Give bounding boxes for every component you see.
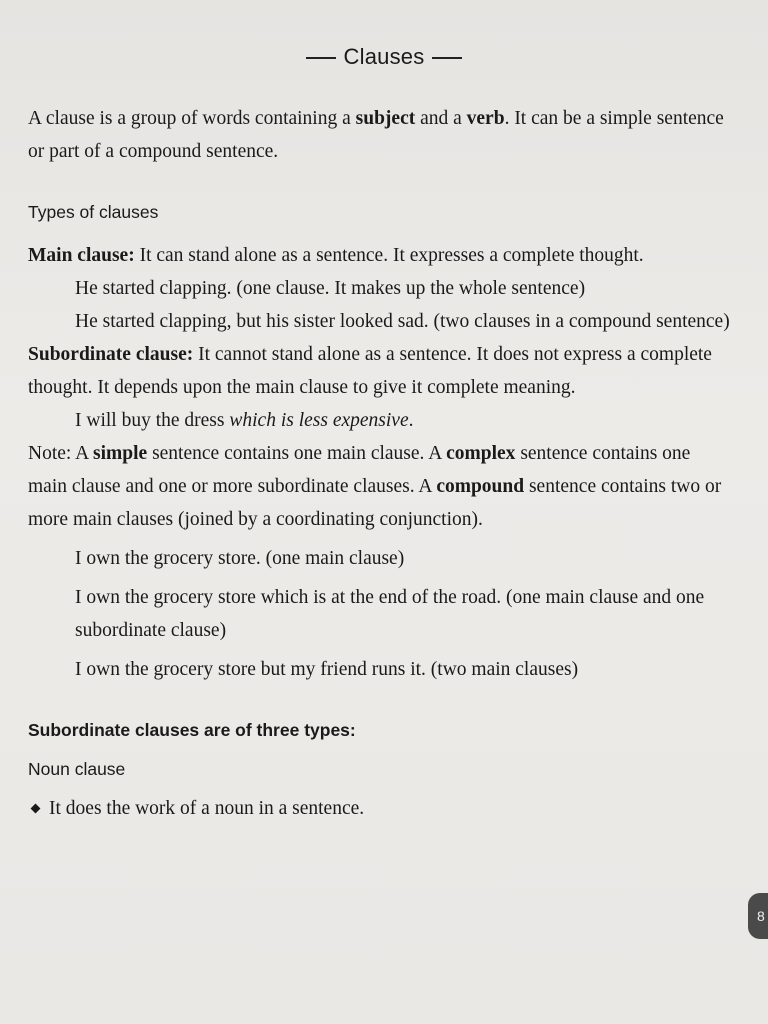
- intro-text-2: and a: [415, 108, 467, 129]
- page-title: [0, 44, 768, 70]
- noun-clause-heading: Noun clause: [28, 759, 126, 779]
- page-content: [28, 102, 733, 825]
- intro-text-1: A clause is a group of words containing a: [28, 108, 356, 129]
- example-italic: which is less expensive: [229, 410, 409, 431]
- subordinate-clause-label: Subordinate clause:: [28, 344, 194, 365]
- note-text-4: sentence contains two or more main clauses (joined by a coordinating conjunction).: [28, 476, 722, 530]
- noun-clause-bullet-item: [28, 792, 733, 825]
- page-number: 8: [757, 908, 765, 924]
- main-clause-example-2: He started clapping, but his sister looked sad. (two clauses in a compound sentence): [75, 311, 730, 332]
- note-text-2: sentence contains one main clause. A: [147, 443, 447, 464]
- note-example-2: I own the grocery store which is at the end of the road. (one main clause and one subordinate clause): [75, 587, 705, 641]
- page-number-tab: [748, 893, 768, 939]
- term-complex: complex: [446, 443, 516, 464]
- title-dash-left: [306, 57, 336, 59]
- main-clause-example-1: He started clapping. (one clause. It makes up the whole sentence): [75, 278, 586, 299]
- main-clause-text: It can stand alone as a sentence. It expresses a complete thought.: [134, 245, 644, 266]
- main-clause-definition: [28, 239, 733, 272]
- intro-paragraph: [28, 102, 733, 168]
- example-start: I will buy the dress: [75, 410, 230, 431]
- intro-text-3: . It can be a simple sentence or part of a compound sentence.: [28, 108, 724, 162]
- term-compound: compound: [436, 476, 525, 497]
- subordinate-clause-example: [28, 404, 733, 437]
- term-simple: simple: [93, 443, 148, 464]
- note-example-3: I own the grocery store but my friend runs it. (two main clauses): [75, 659, 579, 680]
- term-verb: verb: [466, 108, 505, 129]
- title-text: Clauses: [343, 44, 425, 69]
- subordinate-clause-definition: [28, 338, 733, 404]
- note-example-1: I own the grocery store. (one main clause): [75, 548, 405, 569]
- title-dash-right: [432, 57, 462, 59]
- types-heading: Types of clauses: [28, 202, 159, 222]
- term-subject: subject: [355, 108, 416, 129]
- subordinate-types-heading: Subordinate clauses are of three types:: [28, 720, 356, 740]
- main-clause-label: Main clause:: [28, 245, 135, 266]
- diamond-bullet-icon: [31, 803, 41, 813]
- subordinate-clause-text: It cannot stand alone as a sentence. It does not express a complete thought. It depends upon the main clause to give it complete meaning.: [28, 344, 712, 398]
- note-paragraph: [28, 437, 733, 536]
- note-text-3: sentence contains one main clause and one or more subordinate clauses. A: [28, 443, 691, 497]
- example-end: .: [408, 410, 414, 431]
- noun-clause-bullet-text: It does the work of a noun in a sentence.: [49, 798, 365, 819]
- note-text-1: Note: A: [28, 443, 94, 464]
